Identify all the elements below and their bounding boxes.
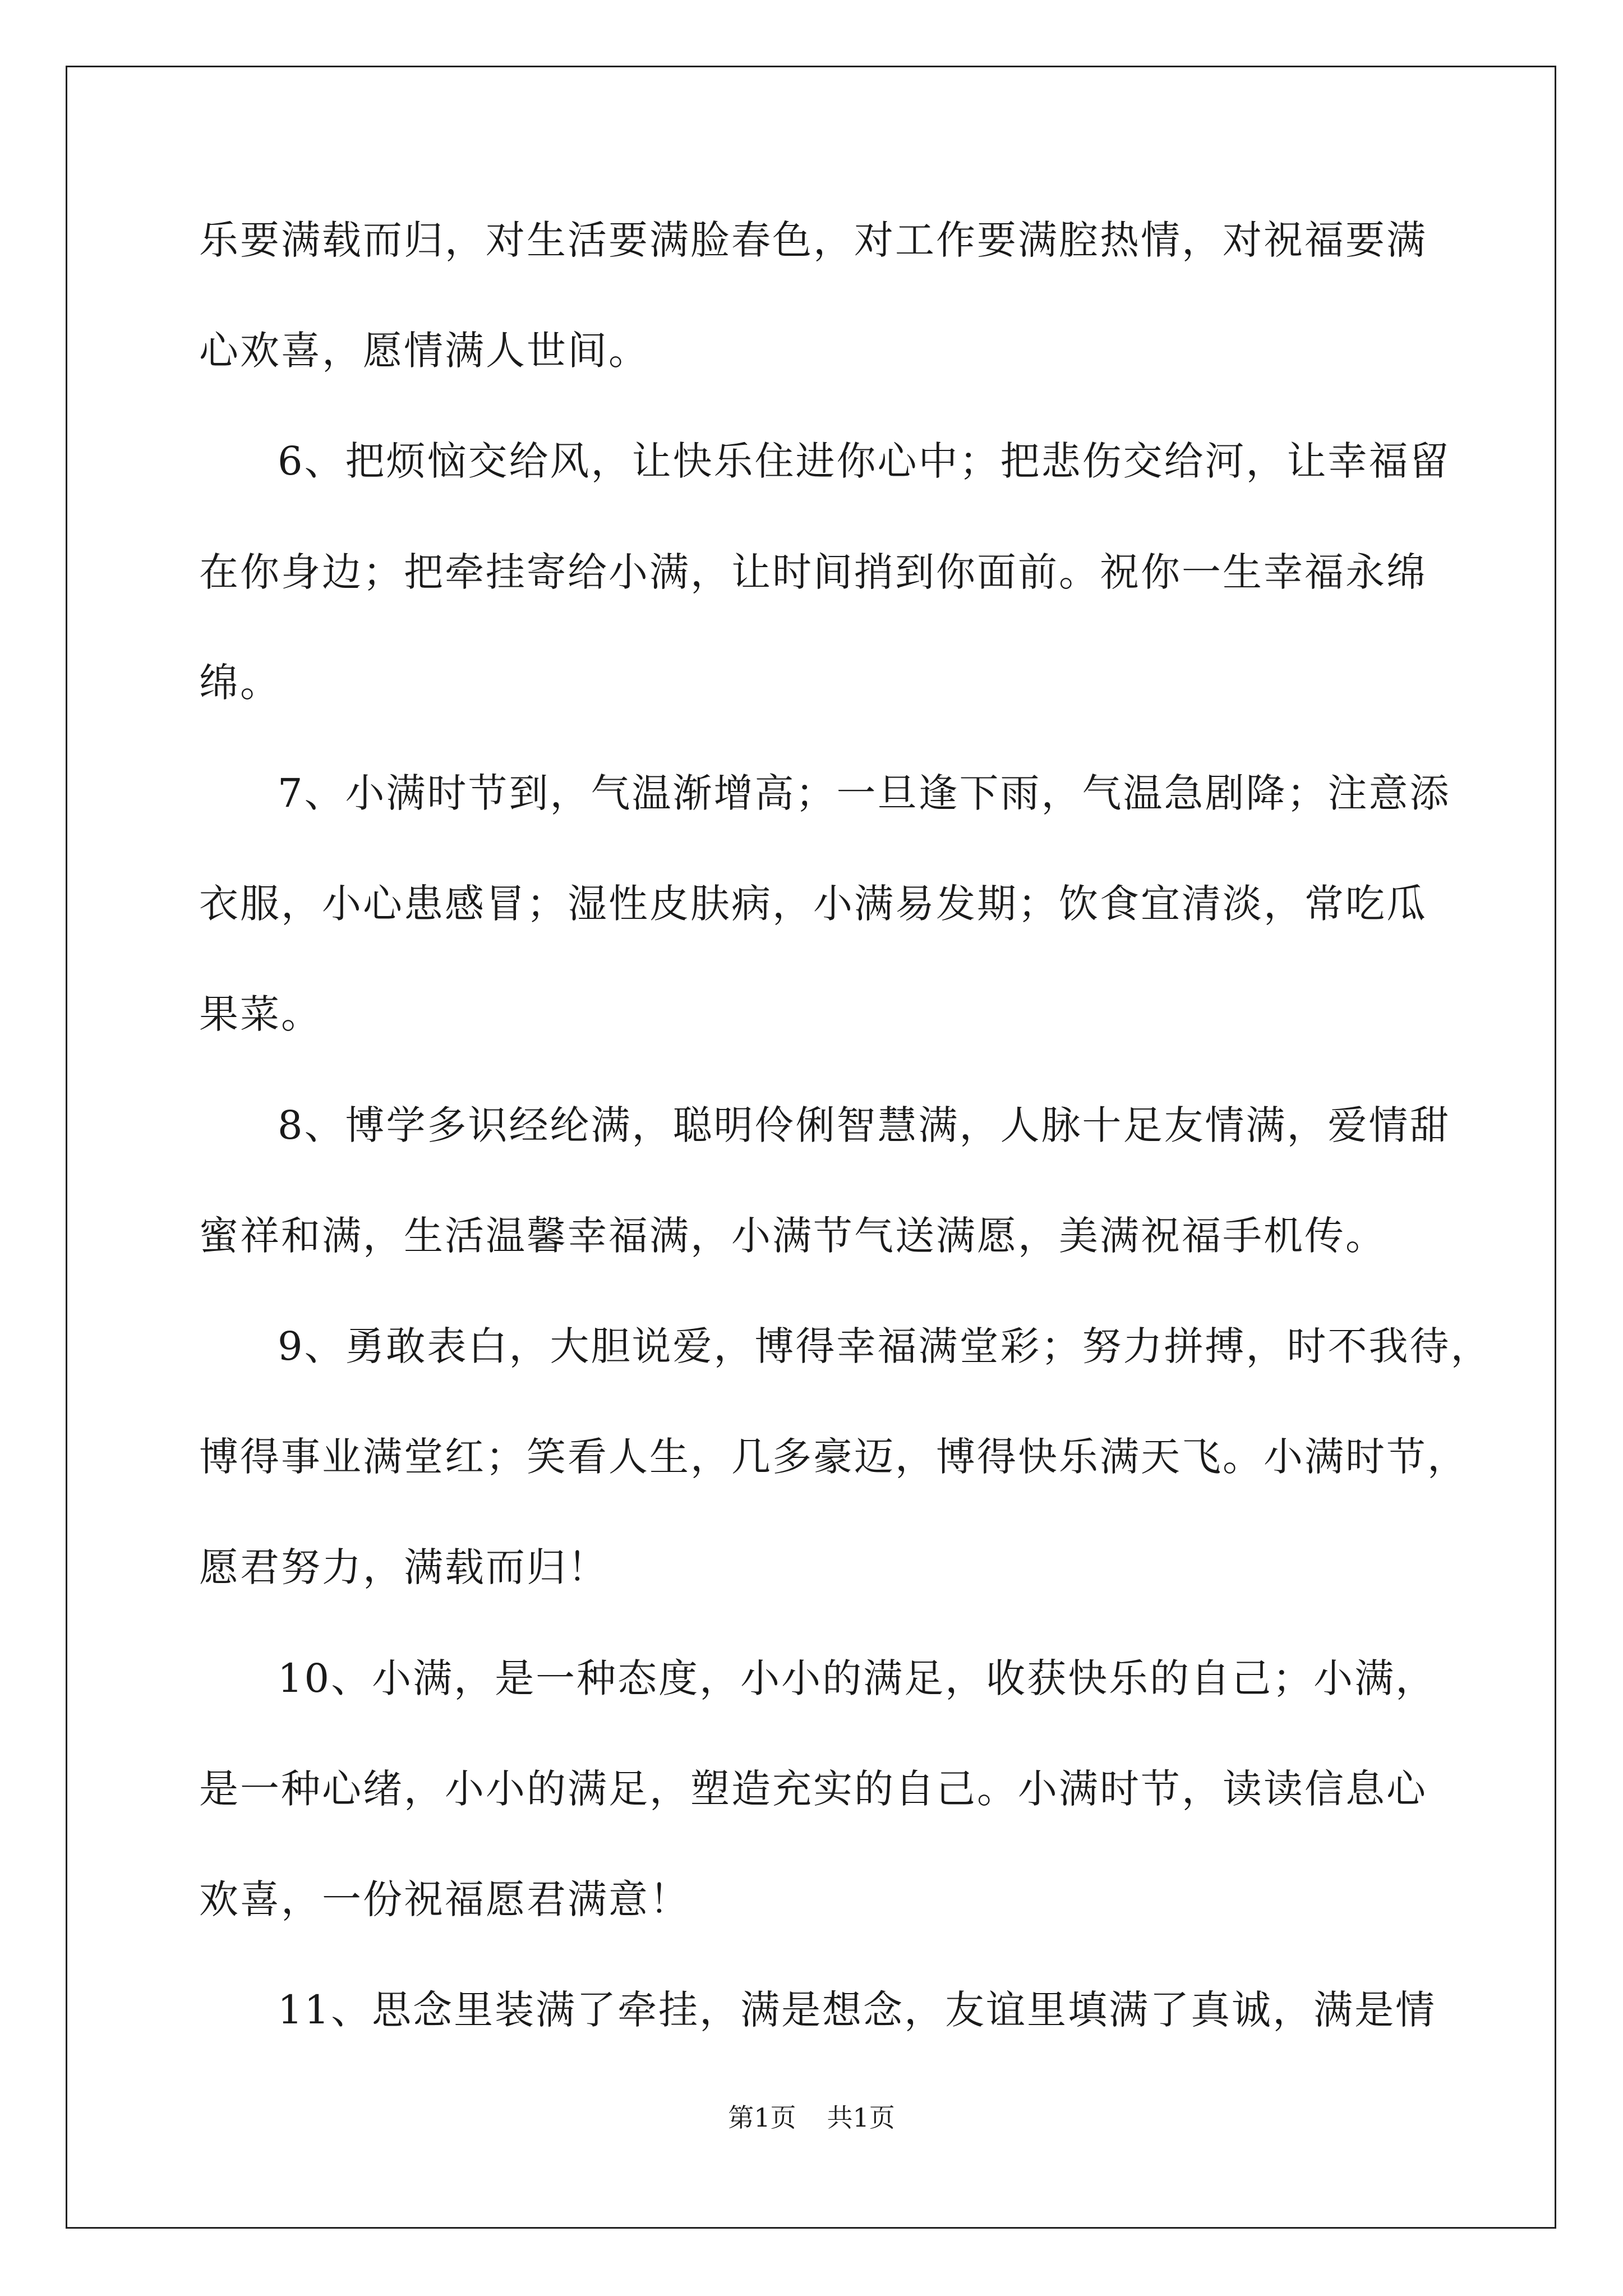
text-line: 愿君努力，满载而归！: [199, 1544, 608, 1590]
paragraph-6-first-line: 6、把烦恼交给风，让快乐住进你心中；把悲伤交给河，让幸福留: [278, 438, 1451, 484]
paragraph-9-first-line: 9、勇敢表白，大胆说爱，博得幸福满堂彩；努力拼搏，时不我待，: [278, 1323, 1492, 1369]
text-line: 博得事业满堂红；笑看人生，几多豪迈，博得快乐满天飞。小满时节，: [199, 1434, 1468, 1480]
text-line: 在你身边；把牵挂寄给小满，让时间捎到你面前。祝你一生幸福永绵: [199, 549, 1427, 595]
text-line: 是一种心绪，小小的满足，塑造充实的自己。小满时节，读读信息心: [199, 1766, 1427, 1812]
text-line: 绵。: [199, 660, 281, 706]
paragraph-8-first-line: 8、博学多识经纶满，聪明伶俐智慧满，人脉十足友情满，爱情甜: [278, 1102, 1451, 1148]
page-total: 共1页: [827, 2102, 895, 2133]
text-line: 衣服，小心患感冒；湿性皮肤病，小满易发期；饮食宜清淡，常吃瓜: [199, 881, 1427, 927]
text-line: 心欢喜，愿情满人世间。: [199, 328, 649, 374]
text-line: 果菜。: [199, 991, 322, 1037]
page-number: 第1页: [728, 2102, 796, 2133]
text-line: 蜜祥和满，生活温馨幸福满，小满节气送满愿，美满祝福手机传。: [199, 1213, 1386, 1259]
paragraph-10-first-line: 10、小满，是一种态度，小小的满足，收获快乐的自己；小满，: [278, 1655, 1437, 1701]
text-line: 乐要满载而归，对生活要满脸春色，对工作要满腔热情，对祝福要满: [199, 217, 1427, 263]
page-footer: [0, 2101, 1623, 2134]
text-line: 欢喜，一份祝福愿君满意！: [199, 1876, 690, 1922]
paragraph-7-first-line: 7、小满时节到，气温渐增高；一旦逢下雨，气温急剧降；注意添: [278, 770, 1451, 816]
paragraph-11-first-line: 11、思念里装满了牵挂，满是想念，友谊里填满了真诚，满是情: [278, 1987, 1437, 2033]
